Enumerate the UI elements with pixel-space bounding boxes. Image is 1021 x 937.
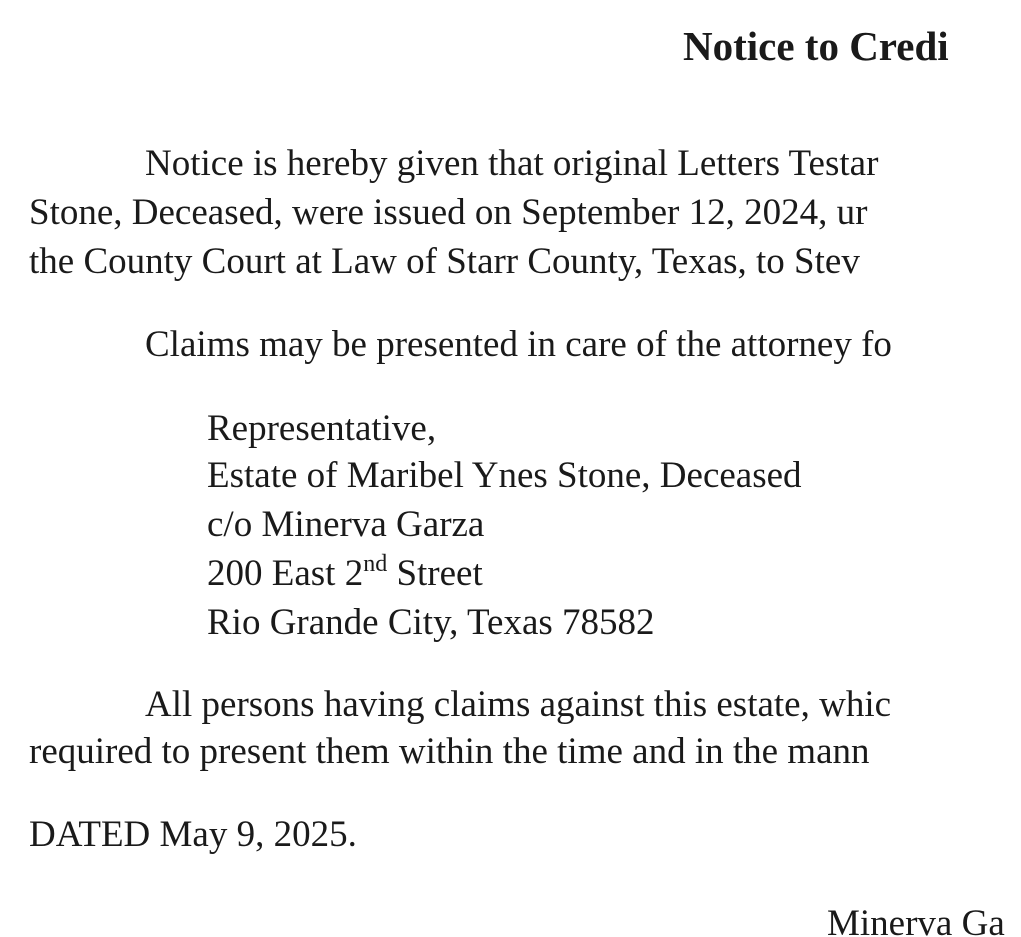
address-line1: Representative, [207, 408, 437, 449]
paragraph1-line1: Notice is hereby given that original Letters Testar [145, 143, 879, 184]
notice-title: Notice to Credi [683, 23, 949, 69]
dated-line: DATED May 9, 2025. [29, 814, 357, 855]
paragraph1-line3: the County Court at Law of Starr County, Texas, to Stev [29, 241, 860, 282]
address-line4 [207, 551, 483, 594]
address-line2: Estate of Maribel Ynes Stone, Deceased [207, 455, 802, 496]
street-number: 200 East 2 [207, 553, 364, 594]
paragraph3-line2: required to present them within the time and in the mann [29, 731, 870, 772]
address-line5: Rio Grande City, Texas 78582 [207, 602, 655, 643]
paragraph3-line1: All persons having claims against this estate, whic [145, 684, 892, 725]
street-name: Street [387, 553, 483, 594]
paragraph1-line2: Stone, Deceased, were issued on September 12, 2024, ur [29, 192, 868, 233]
paragraph2-line1: Claims may be presented in care of the attorney fo [145, 324, 892, 365]
address-line3: c/o Minerva Garza [207, 504, 485, 545]
signature-name: Minerva Ga [827, 903, 1005, 937]
street-ordinal: nd [363, 551, 388, 577]
